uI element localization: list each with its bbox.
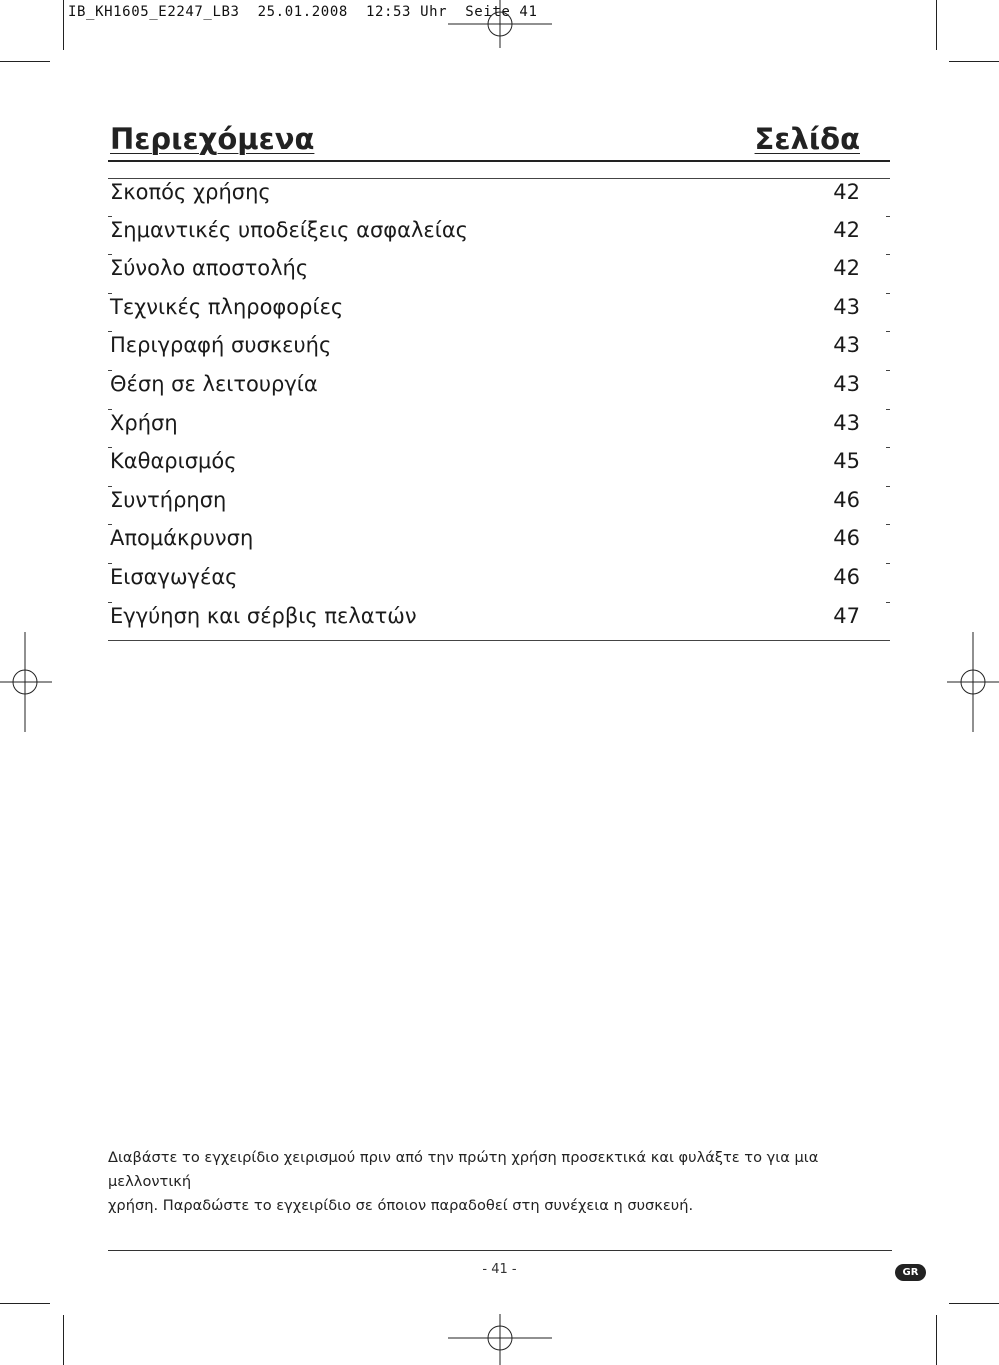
toc-header: [108, 118, 890, 162]
toc-entry[interactable]: [108, 487, 890, 526]
toc-entry-page: 42: [833, 180, 860, 204]
crop-mark: [0, 61, 50, 62]
toc-entry[interactable]: [108, 448, 890, 487]
toc-entry[interactable]: [108, 564, 890, 603]
toc-title: Περιεχόμενα: [110, 122, 315, 156]
toc-entry-label: Συντήρηση: [110, 487, 227, 512]
print-slug: IB_KH1605_E2247_LB3 25.01.2008 12:53 Uhr Seite 41: [68, 4, 538, 20]
page-number: - 41 -: [482, 1262, 517, 1277]
toc-entry[interactable]: [108, 371, 890, 410]
toc-page-heading: Σελίδα: [754, 122, 860, 156]
toc-entry-label: Εγγύηση και σέρβις πελατών: [110, 603, 417, 628]
toc-entry-page: 43: [833, 371, 860, 396]
toc-entry-page: 45: [833, 449, 860, 474]
crop-mark: [949, 1303, 999, 1304]
toc-entry-label: Σημαντικές υποδείξεις ασφαλείας: [110, 217, 469, 242]
crop-mark: [63, 0, 64, 50]
toc-entry[interactable]: [108, 178, 890, 217]
toc-entry-label: Περιγραφή συσκευής: [110, 333, 332, 358]
toc-entry-page: 46: [833, 564, 860, 589]
toc-entry[interactable]: [108, 217, 890, 256]
crop-mark: [936, 0, 937, 50]
toc-entry-label: Τεχνικές πληροφορίες: [110, 294, 344, 319]
registration-mark-left: [0, 632, 52, 732]
language-badge: GR: [895, 1264, 926, 1281]
toc-entry[interactable]: [108, 332, 890, 371]
toc-entry-page: 47: [833, 603, 860, 628]
toc-entry-page: 43: [833, 294, 860, 319]
toc-entry-page: 42: [833, 256, 860, 281]
toc-entry[interactable]: [108, 255, 890, 294]
toc-entry-page: 46: [833, 487, 860, 512]
toc-entry-label: Εισαγωγέας: [110, 564, 238, 589]
toc-entry-label: Σκοπός χρήσης: [110, 180, 271, 204]
registration-mark-top: [448, 0, 552, 50]
crop-mark: [0, 1303, 50, 1304]
reading-note-line: Διαβάστε το εγχειρίδιο χειρισμού πριν από την πρώτη χρήση προσεκτικά και φυλάξτε το για μια μελλοντική: [108, 1149, 819, 1190]
toc-entry-label: Σύνολο αποστολής: [110, 256, 309, 281]
registration-mark-right: [947, 632, 999, 732]
crop-mark: [63, 1315, 64, 1365]
toc-list: [108, 178, 890, 641]
footer-divider: [108, 1250, 892, 1251]
toc-entry-label: Καθαρισμός: [110, 449, 237, 474]
toc-entry[interactable]: [108, 294, 890, 333]
crop-mark: [949, 61, 999, 62]
toc-entry-label: Απομάκρυνση: [110, 526, 254, 551]
toc-entry-page: 43: [833, 410, 860, 435]
reading-note-line: χρήση. Παραδώστε το εγχειρίδιο σε όποιον παραδοθεί στη συνέχεια η συσκευή.: [108, 1197, 694, 1214]
toc-entry-label: Θέση σε λειτουργία: [110, 371, 318, 396]
toc-entry[interactable]: [108, 525, 890, 564]
toc-entry-page: 42: [833, 217, 860, 242]
toc-entry-page: 43: [833, 333, 860, 358]
toc-entry-page: 46: [833, 526, 860, 551]
toc-entry[interactable]: [108, 410, 890, 449]
crop-mark: [936, 1315, 937, 1365]
reading-note: [108, 1146, 898, 1218]
toc-entry-label: Χρήση: [110, 410, 178, 435]
toc-entry[interactable]: [108, 603, 890, 642]
registration-mark-bottom: [448, 1314, 552, 1365]
